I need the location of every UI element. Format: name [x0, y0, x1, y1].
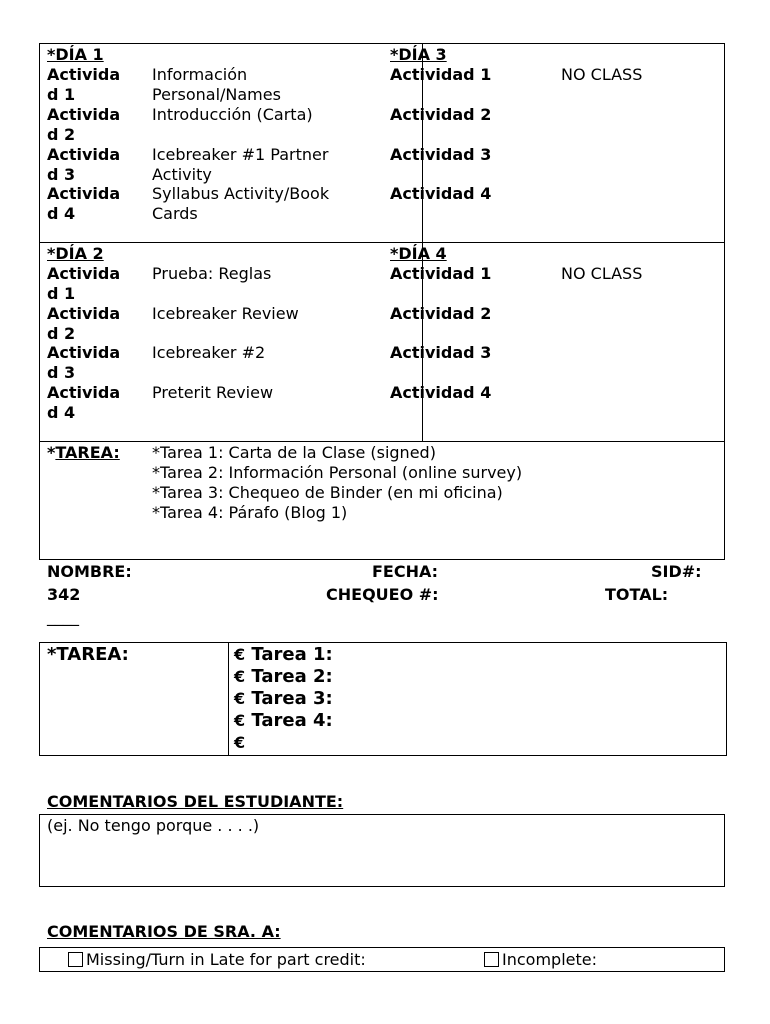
- tarea-check-item-3: [234, 688, 333, 710]
- column-divider: [228, 643, 229, 755]
- dia1-activity-2-label: Activida d 2: [47, 105, 121, 144]
- total-label: TOTAL:: [605, 585, 669, 604]
- nombre-label: NOMBRE:: [47, 562, 132, 581]
- tarea-check-item-1: [234, 644, 333, 666]
- dia2-activity-3-value: Icebreaker #2: [152, 343, 266, 362]
- dia2-activity-1-label: Activida d 1: [47, 264, 121, 303]
- tarea-item-3: *Tarea 3: Chequeo de Binder (en mi oficina): [152, 483, 503, 502]
- dia1-activity-3-value: Icebreaker #1 Partner Activity: [152, 145, 329, 184]
- tarea-check-item-label: Tarea 1:: [251, 644, 333, 665]
- tarea-check-item-label: Tarea 3:: [251, 688, 333, 709]
- missing-option[interactable]: [68, 950, 366, 970]
- tarea-label-text: TAREA:: [55, 443, 120, 462]
- row-divider: [40, 441, 724, 442]
- dia1-title: *DÍA 1: [47, 45, 104, 64]
- euro-icon: €: [234, 711, 246, 730]
- dia2-activity-4-label: Activida d 4: [47, 383, 121, 422]
- dia4-activity-2-label: Actividad 2: [390, 304, 492, 323]
- dia4-activity-1-value: NO CLASS: [561, 264, 643, 283]
- fecha-label: FECHA:: [372, 562, 439, 581]
- tarea-item-2: *Tarea 2: Información Personal (online survey): [152, 463, 523, 482]
- dia3-activity-4-label: Actividad 4: [390, 184, 492, 203]
- dia3-title: *DÍA 3: [390, 45, 447, 64]
- dia2-activity-2-value: Icebreaker Review: [152, 304, 299, 323]
- dia1-activity-3-label: Activida d 3: [47, 145, 121, 184]
- dia3-activity-2-label: Actividad 2: [390, 105, 492, 124]
- tarea-check-item-5: [234, 732, 245, 754]
- dia2-activity-4-value: Preterit Review: [152, 383, 274, 402]
- dia4-activity-1-label: Actividad 1: [390, 264, 492, 283]
- incomplete-option[interactable]: [484, 950, 597, 970]
- student-comments-placeholder: (ej. No tengo porque . . . .): [47, 816, 260, 835]
- teacher-comments-box: [39, 947, 725, 972]
- dia2-activity-2-label: Activida d 2: [47, 304, 121, 343]
- chequeo-label: CHEQUEO #:: [326, 585, 439, 604]
- dia3-activity-3-label: Actividad 3: [390, 145, 492, 164]
- tarea-label: [47, 443, 120, 463]
- tarea-item-1: *Tarea 1: Carta de la Clase (signed): [152, 443, 436, 462]
- dia4-title: *DÍA 4: [390, 244, 447, 263]
- tarea-check-item-2: [234, 666, 333, 688]
- tarea-check-table: [39, 642, 727, 756]
- dia1-activity-1-label: Activida d 1: [47, 65, 121, 104]
- checkbox[interactable]: [484, 952, 499, 967]
- euro-icon: €: [234, 645, 246, 664]
- dia3-activity-1-label: Actividad 1: [390, 65, 492, 84]
- euro-icon: €: [234, 733, 246, 752]
- dia3-activity-1-value: NO CLASS: [561, 65, 643, 84]
- tarea-check-label: *TAREA:: [47, 644, 129, 665]
- total-blank: ____: [47, 607, 79, 626]
- tarea-check-item-label: Tarea 4:: [251, 710, 333, 731]
- schedule-table: [39, 43, 725, 560]
- dia1-activity-1-value: Información Personal/Names: [152, 65, 281, 104]
- dia2-activity-3-label: Activida d 3: [47, 343, 121, 382]
- tarea-item-4: *Tarea 4: Párafo (Blog 1): [152, 503, 348, 522]
- teacher-comments-heading: COMENTARIOS DE SRA. A:: [47, 922, 281, 941]
- incomplete-option-label: Incomplete:: [502, 950, 597, 969]
- euro-icon: €: [234, 689, 246, 708]
- dia4-activity-4-label: Actividad 4: [390, 383, 492, 402]
- course-number: 342: [47, 585, 81, 604]
- dia4-activity-3-label: Actividad 3: [390, 343, 492, 362]
- euro-icon: €: [234, 667, 246, 686]
- dia2-title: *DÍA 2: [47, 244, 104, 263]
- student-comments-heading: COMENTARIOS DEL ESTUDIANTE:: [47, 792, 344, 811]
- tarea-check-item-label: Tarea 2:: [251, 666, 333, 687]
- student-comments-box[interactable]: [39, 814, 725, 887]
- sid-label: SID#:: [651, 562, 702, 581]
- tarea-check-item-4: [234, 710, 333, 732]
- tarea-star: *: [47, 443, 56, 462]
- row-divider: [40, 242, 724, 243]
- dia2-activity-1-value: Prueba: Reglas: [152, 264, 272, 283]
- dia1-activity-4-value: Syllabus Activity/Book Cards: [152, 184, 330, 223]
- checkbox[interactable]: [68, 952, 83, 967]
- dia1-activity-4-label: Activida d 4: [47, 184, 121, 223]
- dia1-activity-2-value: Introducción (Carta): [152, 105, 313, 124]
- missing-option-label: Missing/Turn in Late for part credit:: [86, 950, 366, 969]
